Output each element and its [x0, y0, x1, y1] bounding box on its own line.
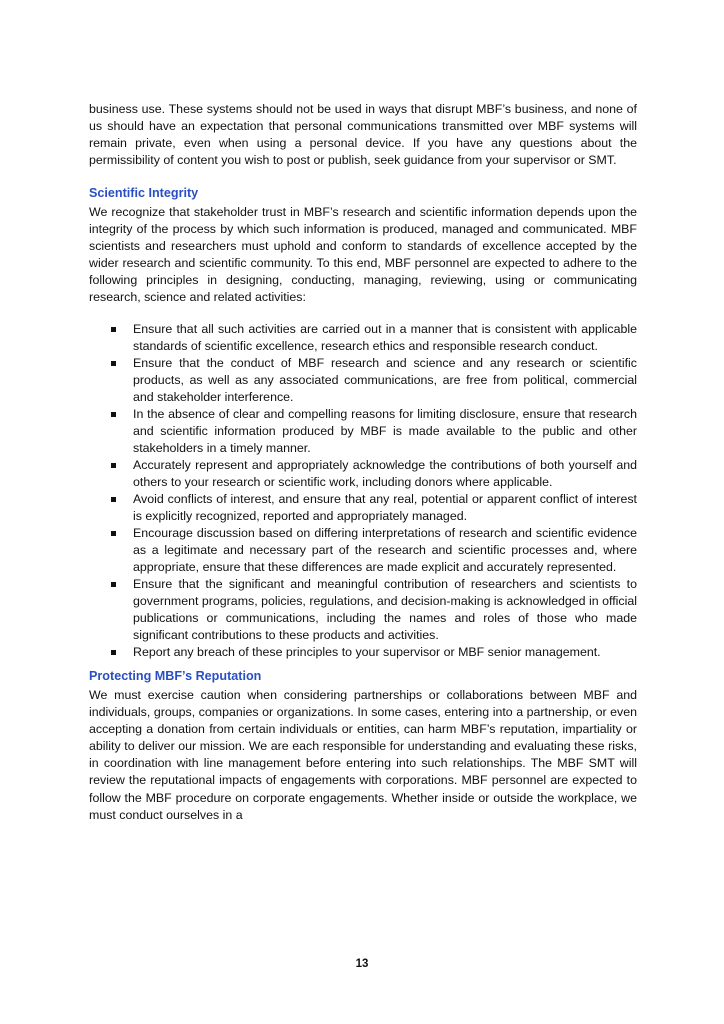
square-bullet-icon — [111, 327, 116, 332]
scientific-integrity-paragraph: We recognize that stakeholder trust in MBF’s research and scientific information depends upon the integrity of the process by which such information is produced, managed and communicated. MBF scientists and researchers must uphold and conform to standards of excellence accepted by the wider research and scientific community. To this end, MBF personnel are expected to adhere to the following principles in designing, conducting, managing, reviewing, using or communicating research, science and related activities: — [89, 204, 637, 305]
square-bullet-icon — [111, 582, 116, 587]
list-item-text: Report any breach of these principles to your supervisor or MBF senior management. — [133, 644, 601, 659]
list-item — [133, 644, 637, 661]
list-item — [133, 321, 637, 355]
square-bullet-icon — [111, 497, 116, 502]
principles-list — [89, 321, 637, 661]
list-item — [133, 406, 637, 457]
section-heading-protecting-reputation: Protecting MBF’s Reputation — [89, 668, 262, 683]
square-bullet-icon — [111, 361, 116, 366]
list-item-text: Accurately represent and appropriately acknowledge the contributions of both yourself and others to your research or scientific work, including donors where applicable. — [133, 457, 637, 489]
list-item-text: Ensure that all such activities are carried out in a manner that is consistent with applicable standards of scientific excellence, research ethics and responsible research conduct. — [133, 321, 637, 353]
list-item-text: In the absence of clear and compelling reasons for limiting disclosure, ensure that research and scientific information produced by MBF is made available to the public and other stakeholders in a timely manner. — [133, 406, 637, 455]
page-number: 13 — [355, 958, 369, 970]
list-item-text: Avoid conflicts of interest, and ensure that any real, potential or apparent conflict of interest is explicitly recognized, reported and appropriately managed. — [133, 491, 637, 523]
protecting-reputation-paragraph: We must exercise caution when considering partnerships or collaborations between MBF and individuals, groups, companies or organizations. In some cases, entering into a partnership, or even accepting a donation from certain individuals or entities, can harm MBF’s reputation, impartiality or ability to deliver our mission. We are each responsible for understanding and evaluating these risks, in coordination with line management before entering into such relationships. The MBF SMT will review the reputational impacts of engagements with corporations. MBF personnel are expected to follow the MBF procedure on corporate engagements. Whether inside or outside the workplace, we must conduct ourselves in a — [89, 687, 637, 822]
list-item-text: Ensure that the conduct of MBF research and science and any research or scientific products, as well as any associated communications, are free from political, commercial and stakeholder interference. — [133, 355, 637, 404]
list-item-text: Ensure that the significant and meaningful contribution of researchers and scientists to government programs, policies, regulations, and decision-making is acknowledged in official publications or communications, including the names and roles of those who made significant contributions to these products and activities. — [133, 576, 637, 642]
section-heading-scientific-integrity: Scientific Integrity — [89, 185, 199, 200]
list-item — [133, 525, 637, 576]
square-bullet-icon — [111, 463, 116, 468]
list-item-text: Encourage discussion based on differing interpretations of research and scientific evidence as a legitimate and necessary part of the research and scientific processes and, where appropriate, ensure that these differences are made explicit and accurately represented. — [133, 525, 637, 574]
page-content — [89, 101, 637, 824]
square-bullet-icon — [111, 412, 116, 417]
list-item — [133, 457, 637, 491]
square-bullet-icon — [111, 531, 116, 536]
list-item — [133, 355, 637, 406]
list-item — [133, 576, 637, 644]
intro-paragraph: business use. These systems should not be used in ways that disrupt MBF’s business, and none of us should have an expectation that personal communications transmitted over MBF systems will remain private, even when using a personal device. If you have any questions about the permissibility of content you wish to post or publish, seek guidance from your supervisor or SMT. — [89, 102, 637, 168]
square-bullet-icon — [111, 650, 116, 655]
list-item — [133, 491, 637, 525]
